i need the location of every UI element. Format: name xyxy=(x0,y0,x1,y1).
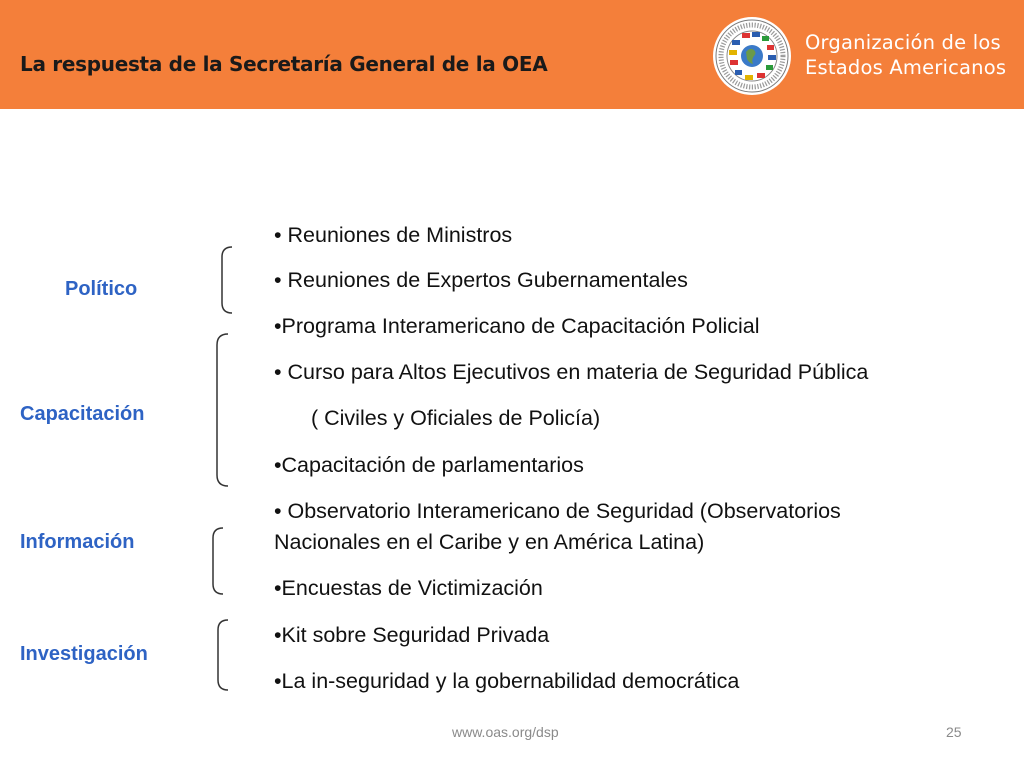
bullet-observatorio: • Observatorio Interamericano de Seguridad (Observatorios xyxy=(274,499,841,523)
bullet-programa-capacitacion-policial: •Programa Interamericano de Capacitación Policial xyxy=(274,314,760,338)
bullet-encuestas-victimizacion: •Encuestas de Victimización xyxy=(274,576,543,600)
bullet-reuniones-expertos: • Reuniones de Expertos Gubernamentales xyxy=(274,268,688,292)
footer-url[interactable]: www.oas.org/dsp xyxy=(452,724,559,740)
category-capacitacion: Capacitación xyxy=(20,403,145,425)
bullet-civiles-oficiales: ( Civiles y Oficiales de Policía) xyxy=(311,406,601,430)
bullet-in-seguridad-gobernabilidad: •La in-seguridad y la gobernabilidad democrática xyxy=(274,669,740,693)
page-number: 25 xyxy=(946,724,962,740)
brace-informacion xyxy=(209,527,229,595)
category-investigacion: Investigación xyxy=(20,643,148,665)
brace-investigacion xyxy=(214,619,234,691)
bullet-kit-seguridad-privada: •Kit sobre Seguridad Privada xyxy=(274,623,550,647)
brace-capacitacion xyxy=(213,333,233,487)
category-informacion: Información xyxy=(20,531,135,553)
category-politico: Político xyxy=(65,278,138,300)
organization-name xyxy=(805,30,1006,80)
slide-title: La respuesta de la Secretaría General de la OEA xyxy=(20,52,548,76)
bullet-capacitacion-parlamentarios: •Capacitación de parlamentarios xyxy=(274,453,584,477)
org-name-line-2: Estados Americanos xyxy=(805,56,1007,79)
bullet-reuniones-ministros: • Reuniones de Ministros xyxy=(274,223,513,247)
bullet-observatorio-continuation: Nacionales en el Caribe y en América Latina) xyxy=(274,530,705,554)
header-bar xyxy=(0,0,1024,109)
oas-seal-logo xyxy=(712,16,792,96)
org-name-line-1: Organización de los xyxy=(805,31,1001,54)
brace-politico xyxy=(218,246,238,314)
bullet-curso-altos-ejecutivos: • Curso para Altos Ejecutivos en materia de Seguridad Pública xyxy=(274,360,869,384)
